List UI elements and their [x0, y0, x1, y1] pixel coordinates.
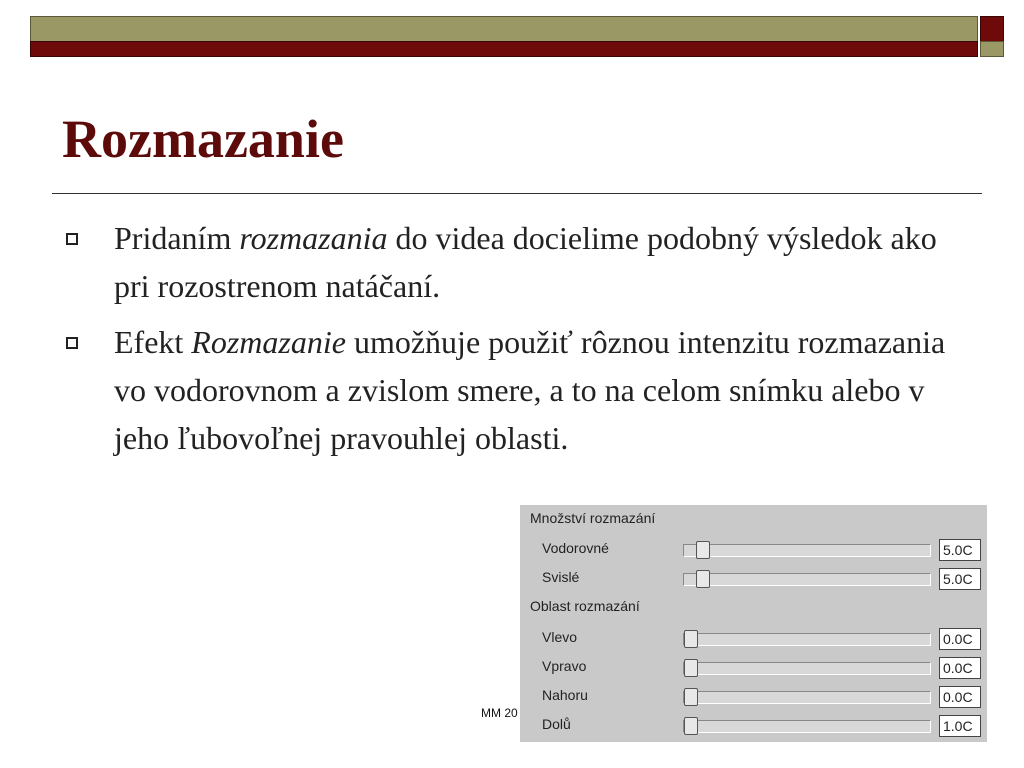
- section-heading-area: Oblast rozmazání: [530, 598, 640, 614]
- slider-thumb[interactable]: [684, 688, 698, 706]
- slider-track[interactable]: [683, 662, 931, 675]
- slider-thumb[interactable]: [696, 541, 710, 559]
- slider-track[interactable]: [683, 720, 931, 733]
- slider-thumb[interactable]: [696, 570, 710, 588]
- bullet-item: [64, 318, 974, 462]
- slide-title: Rozmazanie: [62, 109, 344, 169]
- value-field[interactable]: 0.0C: [939, 657, 981, 679]
- value-field[interactable]: 1.0C: [939, 715, 981, 737]
- slider-track[interactable]: [683, 544, 931, 557]
- slider-thumb[interactable]: [684, 717, 698, 735]
- slider-row-vertical: [520, 565, 987, 593]
- slider-row-bottom: [520, 712, 987, 740]
- slider-track[interactable]: [683, 691, 931, 704]
- title-divider: [52, 193, 982, 194]
- bullet-text: do videa docielime podobný výsledok ako pri rozostrenom natáčaní.: [114, 220, 937, 304]
- bullet-list: [64, 214, 974, 470]
- section-heading-amount: Množství rozmazání: [530, 510, 656, 526]
- slider-label: Svislé: [542, 569, 580, 585]
- slider-row-top: [520, 683, 987, 711]
- value-field[interactable]: 5.0C: [939, 568, 981, 590]
- bullet-text: Efekt: [114, 324, 192, 360]
- hollow-square-bullet-icon: [66, 233, 78, 245]
- slider-track[interactable]: [683, 633, 931, 646]
- blur-settings-panel: [520, 505, 987, 742]
- slider-label: Vlevo: [542, 629, 578, 645]
- bullet-item: [64, 214, 974, 310]
- header-corner-olive: [980, 41, 1004, 57]
- value-field[interactable]: 0.0C: [939, 628, 981, 650]
- value-field[interactable]: 0.0C: [939, 686, 981, 708]
- slider-row-right: [520, 654, 987, 682]
- bullet-emphasis: Rozmazanie: [191, 324, 346, 360]
- bullet-emphasis: rozmazania: [239, 220, 388, 256]
- hollow-square-bullet-icon: [66, 337, 78, 349]
- slider-thumb[interactable]: [684, 659, 698, 677]
- header-corner-maroon: [980, 16, 1004, 42]
- slider-thumb[interactable]: [684, 630, 698, 648]
- slider-label: Vodorovné: [542, 540, 609, 556]
- slider-row-horizontal: [520, 536, 987, 564]
- slider-label: Dolů: [542, 716, 571, 732]
- slider-row-left: [520, 625, 987, 653]
- slider-track[interactable]: [683, 573, 931, 586]
- slider-label: Vpravo: [542, 658, 587, 674]
- header-band-olive: [30, 16, 978, 42]
- slide-footer: MM 20: [481, 706, 518, 720]
- slider-label: Nahoru: [542, 687, 588, 703]
- value-field[interactable]: 5.0C: [939, 539, 981, 561]
- header-band-maroon: [30, 41, 978, 57]
- bullet-text: umožňuje použiť rôznou intenzitu rozmazania vo vodorovnom a zvislom smere, a to na celom snímku alebo v jeho ľubovoľnej pravouhlej oblasti.: [114, 324, 946, 456]
- bullet-text: Pridaním: [114, 220, 240, 256]
